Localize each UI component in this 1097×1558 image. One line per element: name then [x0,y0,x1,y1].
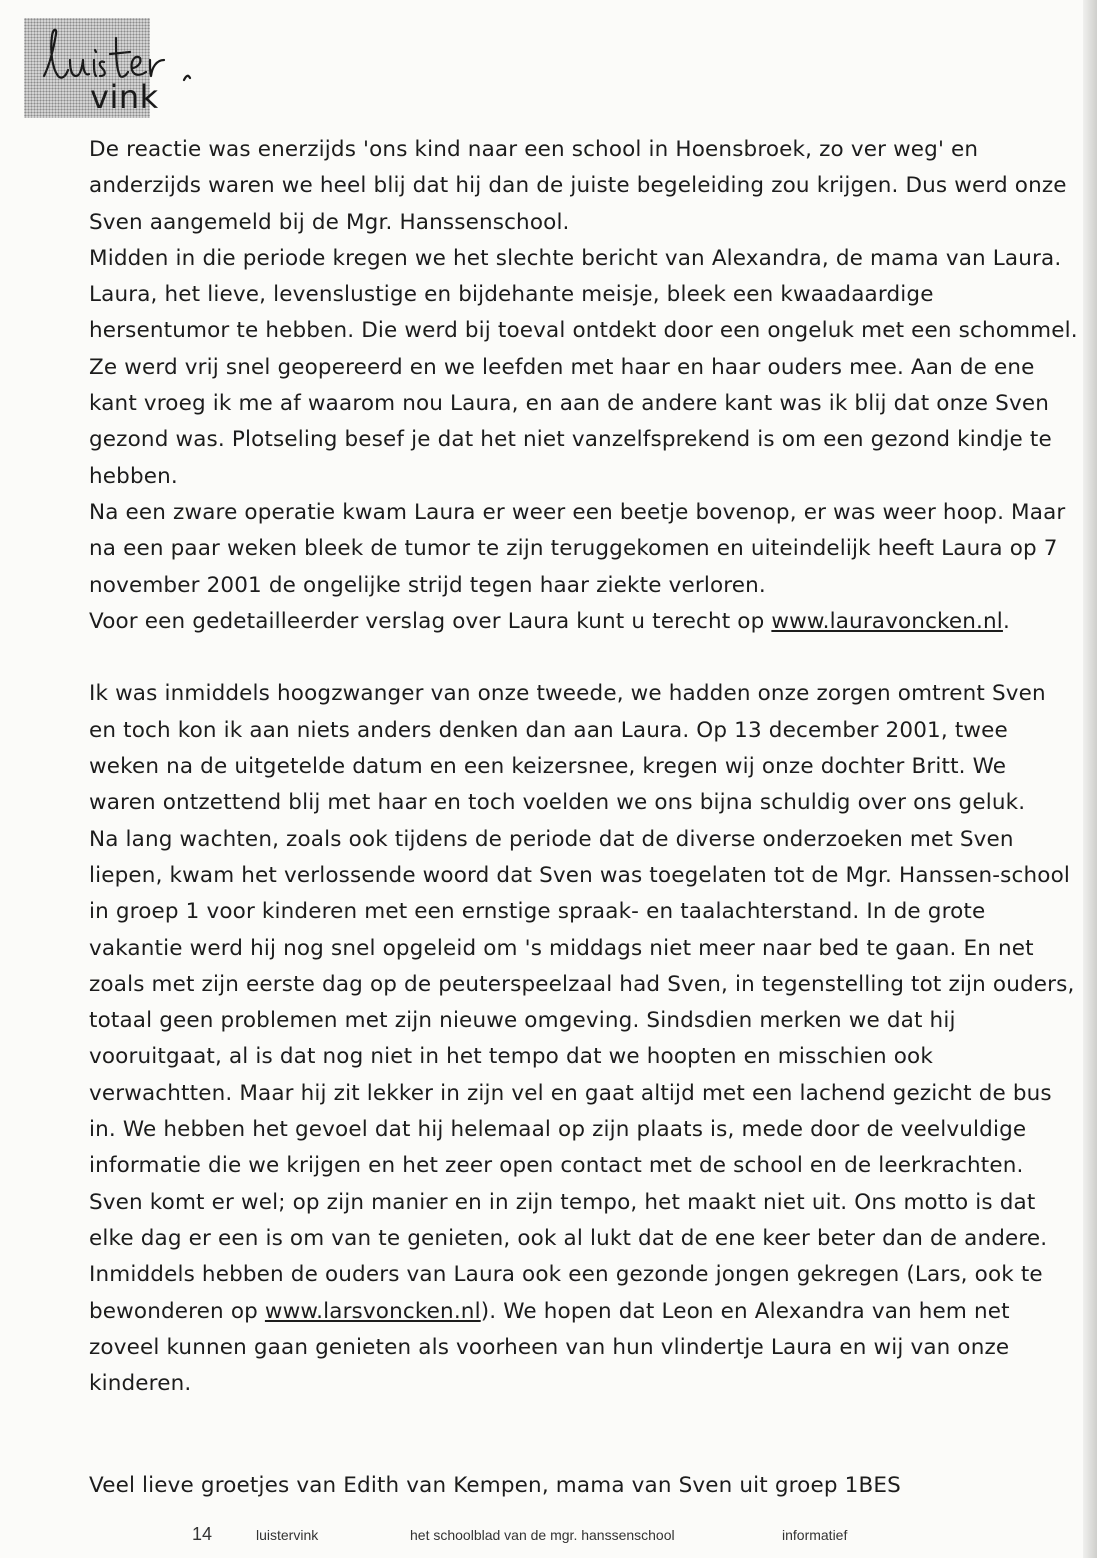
paragraph-with-link [89,1257,1079,1402]
page-edge-shadow [1083,0,1097,1558]
lauravoncken-link[interactable]: www.lauravoncken.nl [771,608,1003,634]
paragraph: Na een zware operatie kwam Laura er weer een beetje bovenop, er was weer hoop. Maar na een paar weken bleek de tumor te zijn teruggekomen en uiteindelijk heeft Laura op 7 november 2001 de ongelijke strijd tegen haar ziekte verloren. [89,499,1066,598]
paragraph: Midden in die periode kregen we het slechte bericht van Alexandra, de mama van Laura. Laura, het lieve, levenslustige en bijdehante meisje, bleek een kwaadaardige hersentumor te hebben. Die werd bij toeval ontdekt door een ongeluk met een schommel. Ze werd vrij snel geopereerd en we leefden met haar en haar ouders mee. Aan de ene kant vroeg ik me af waarom nou Laura, en aan de andere kant was ik blij dat onze Sven gezond was. Plotseling besef je dat het niet vanzelfsprekend is om een gezond kindje te hebben. [89,245,1078,489]
paragraph-text: . [1002,608,1010,634]
footer-magazine-name: luistervink [256,1527,319,1543]
footer-title: het schoolblad van de mgr. hanssenschool [410,1527,675,1543]
larsvoncken-link[interactable]: www.larsvoncken.nl [264,1298,481,1324]
paragraph: Na lang wachten, zoals ook tijdens de periode dat de diverse onderzoeken met Sven liepen, kwam het verlossende woord dat Sven was toegelaten tot de Mgr. Hanssen-school in groep 1 voor kinderen met een ernstige spraak- en taalachterstand. In de grote vakantie werd hij nog snel opgeleid om 's middags niet meer naar bed te gaan. En net zoals met zijn eerste dag op de peuterspeelzaal had Sven, in tegenstelling tot zijn ouders, totaal geen problemen met zijn nieuwe omgeving. Sindsdien merken we dat hij vooruitgaat, al is dat nog niet in het tempo dat we hoopten en misschien ook verwachtten. Maar hij zit lekker in zijn vel en gaat altijd met een lachend gezicht de bus in. We hebben het gevoel dat hij helemaal op zijn plaats is, mede door de veelvuldige informatie die we krijgen en het zeer open contact met de school en de leerkrachten. Sven komt er wel; op zijn manier en in zijn tempo, het maakt niet uit. Ons motto is dat elke dag er een is om van te genieten, ook al lukt dat de ene keer beter dan de andere. [89,826,1075,1251]
article-body [89,132,1079,1402]
paragraph-with-link [89,604,1079,640]
paragraph: De reactie was enerzijds 'ons kind naar een school in Hoensbroek, zo ver weg' en anderzijds waren we heel blij dat hij dan de juiste begeleiding zou krijgen. Dus werd onze Sven aangemeld bij de Mgr. Hanssenschool. [89,137,1067,235]
signature: Veel lieve groetjes van Edith van Kempen, mama van Sven uit groep 1BES [89,1473,901,1498]
magazine-logo [24,18,204,120]
footer-section: informatief [782,1527,848,1543]
paragraph-text: Inmiddels hebben de ouders van Laura ook een gezonde jongen gekregen (Lars, ook te bewonderen op [89,1262,1043,1324]
page-footer [0,1524,1097,1548]
paragraph: Ik was inmiddels hoogzwanger van onze tweede, we hadden onze zorgen omtrent Sven en toch kon ik aan niets anders denken dan aan Laura. Op 13 december 2001, twee weken na de uitgetelde datum en een keizersnee, kregen wij onze dochter Britt. We waren ontzettend blij met haar en toch voelden we ons bijna schuldig over ons geluk. [89,681,1046,816]
paragraph-text: ). We hopen dat Leon en Alexandra van hem net zoveel kunnen gaan genieten als voorheen van hun vlindertje Laura en wij van onze kinderen. [89,1298,1010,1397]
paragraph-text: Voor een gedetailleerder verslag over Laura kunt u terecht op [89,608,772,634]
logo-word: vink [90,78,159,116]
page-number: 14 [192,1524,213,1544]
